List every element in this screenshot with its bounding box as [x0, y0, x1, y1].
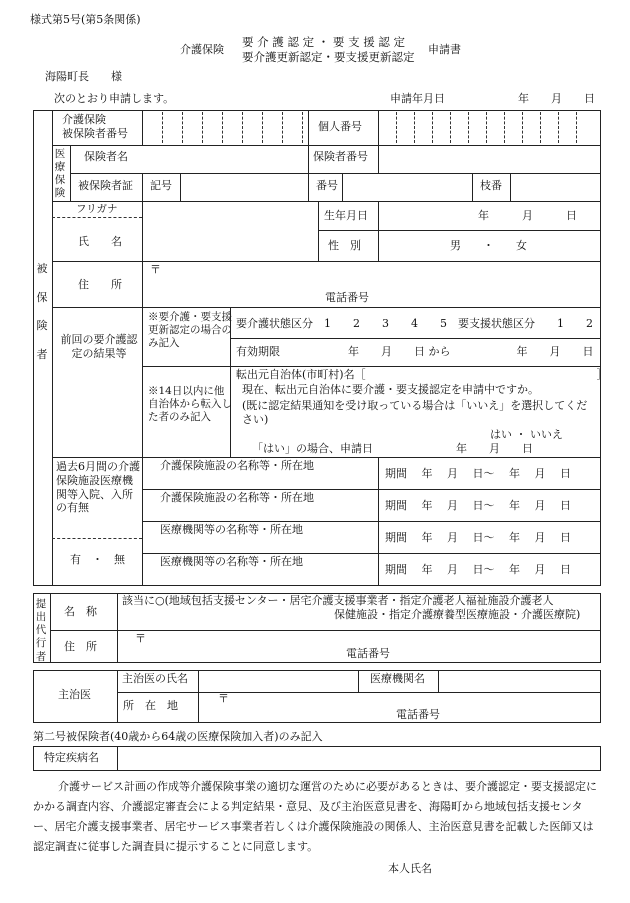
form-rule: [52, 217, 142, 218]
kigo-label: 記号: [150, 179, 172, 192]
title-line-1: 要 介 護 認 定 ・ 要 支 援 認 定: [242, 35, 406, 49]
valid-period-fields[interactable]: 年 月 日 から 年 月 日: [348, 345, 594, 358]
form-rule: [198, 670, 199, 722]
doctor-address-label: 所 在 地: [123, 699, 178, 712]
kojin-number-label: 個人番号: [318, 120, 362, 133]
pending-question: 現在、転出元自治体に要介護・要支援認定を申請中ですか。: [242, 383, 539, 396]
consent-text: 介護サービス計画の作成等介護保険事業の適切な運営のために必要があるときは、要介護認定・要支援認定にかかる調査内容、介護認定審査会による判定結果・意見、及び主治医意見書を、海陽町から地域包括支援センター、居宅介護支援事業者、居宅サービス事業者若しくは介護保険施設の関係人、主治医意見書を記載した医師又は認定調査に従事した調査員に提示することに同意します。: [33, 780, 597, 853]
form-rule: [142, 489, 600, 490]
institution-label: 医療機関名: [370, 672, 425, 685]
agent-side-label: 提出代行者: [35, 598, 47, 663]
form-rule: [117, 692, 600, 693]
sex-fields[interactable]: 男 ・ 女: [450, 239, 527, 252]
agent-type-note[interactable]: 該当に○(地域包括支援センター・居宅介護支援事業者・指定介護老人福祉施設介護老人: [122, 594, 554, 607]
form-rule: [230, 307, 231, 457]
form-rule: [50, 630, 600, 631]
form-rule: [52, 201, 600, 202]
form-rule: [318, 230, 600, 231]
transfer-origin[interactable]: 転出元自治体(市町村)名［ ］: [236, 368, 608, 381]
form-rule: [308, 145, 309, 173]
doctor-name-label: 主治医の氏名: [122, 672, 188, 685]
agent-postal-mark: 〒: [135, 632, 146, 645]
form-rule: [486, 112, 487, 143]
birth-label: 生年月日: [324, 209, 368, 222]
second-insured-note: 第二号被保険者(40歳から64歳の医療保険加入者)のみ記入: [33, 730, 323, 743]
disease-label: 特定疾病名: [44, 751, 99, 764]
form-rule: [33, 585, 601, 586]
form-rule: [33, 110, 601, 111]
facility-row-2-name: 介護保険施設の名称等・所在地: [160, 491, 314, 504]
form-rule: [50, 593, 51, 662]
form-rule: [450, 112, 451, 143]
form-rule: [472, 173, 473, 201]
kaigo-number-label: 介護保険 被保険者番号: [62, 113, 128, 140]
hokensha-number-label: 保険者番号: [313, 150, 368, 163]
form-rule: [52, 261, 600, 262]
form-rule: [180, 173, 181, 201]
if-yes-fields[interactable]: 年 月 日: [456, 442, 533, 455]
facility-row-1-period[interactable]: 期間 年 月 日～ 年 月 日: [385, 467, 571, 480]
address-label: 住 所: [78, 278, 122, 291]
facility-row-4-name: 医療機関等の名称等・所在地: [160, 555, 303, 568]
form-rule: [162, 112, 163, 143]
form-rule: [600, 593, 601, 662]
doctor-phone-label: 電話番号: [396, 708, 440, 721]
agent-address-label: 住 所: [64, 640, 97, 653]
form-rule: [142, 366, 600, 367]
signature-label: 本人氏名: [388, 862, 432, 875]
intro-text: 次のとおり申請します。: [54, 92, 175, 105]
form-rule: [33, 670, 34, 722]
bango-label: 番号: [316, 179, 338, 192]
form-number: 様式第5号(第5条関係): [30, 13, 141, 26]
form-rule: [308, 173, 309, 201]
form-rule: [117, 746, 118, 770]
form-rule: [378, 201, 379, 261]
form-rule: [33, 670, 601, 671]
form-rule: [33, 722, 601, 723]
form-rule: [202, 112, 203, 143]
form-rule: [142, 173, 143, 201]
form-rule: [318, 201, 319, 261]
form-rule: [182, 112, 183, 143]
form-rule: [142, 261, 143, 307]
form-rule: [52, 307, 600, 308]
form-rule: [378, 145, 379, 173]
furigana-label: フリガナ: [76, 203, 118, 215]
doctor-postal-mark: 〒: [218, 692, 229, 705]
form-rule: [522, 112, 523, 143]
form-rule: [558, 112, 559, 143]
form-rule: [142, 201, 143, 261]
date-label: 申請年月日: [390, 92, 445, 105]
form-rule: [414, 112, 415, 143]
form-rule: [302, 112, 303, 143]
form-rule: [242, 112, 243, 143]
facility-row-3-name: 医療機関等の名称等・所在地: [160, 523, 303, 536]
phone-label: 電話番号: [325, 291, 369, 304]
form-rule: [222, 112, 223, 143]
doctor-label: 主治医: [58, 688, 91, 701]
facility-row-2-period[interactable]: 期間 年 月 日～ 年 月 日: [385, 499, 571, 512]
agent-type-note-2[interactable]: 保健施設・指定介護療養型医療施設・介護医療院): [334, 608, 581, 621]
form-rule: [142, 553, 600, 554]
facility-label: 過去6月間の介護保険施設医療機関等入院、入所の有無: [56, 460, 140, 515]
form-rule: [33, 770, 601, 771]
insurance-label: 介護保険: [180, 43, 224, 56]
form-rule: [52, 538, 142, 539]
form-rule: [33, 746, 601, 747]
if-yes-label: 「はい」の場合、申請日: [252, 442, 373, 455]
form-rule: [540, 112, 541, 143]
care-level[interactable]: 要介護状態区分 1 2 3 4 5 要支援状態区分 1 2: [236, 317, 593, 330]
form-rule: [33, 662, 601, 663]
form-rule: [576, 112, 577, 143]
form-rule: [468, 112, 469, 143]
hokensha-name-label: 保険者名: [84, 150, 128, 163]
form-rule: [510, 173, 511, 201]
sex-label: 性 別: [328, 239, 361, 252]
addressee: 海陽町長 様: [45, 70, 122, 83]
form-rule: [342, 173, 343, 201]
form-rule: [33, 110, 34, 585]
previous-label: 前回の要介護認定の結果等: [60, 333, 138, 360]
form-rule: [142, 521, 600, 522]
yes-no-choice[interactable]: はい ・ いいえ: [490, 428, 563, 441]
hihokensha-sho-label: 被保険者証: [78, 179, 133, 192]
form-rule: [142, 307, 143, 457]
form-rule: [117, 593, 118, 662]
form-rule: [600, 110, 601, 585]
form-rule: [396, 112, 397, 143]
pending-question-note: (既に認定結果通知を受け取っている場合は「いいえ」を選択してください): [242, 399, 588, 426]
form-rule: [282, 112, 283, 143]
edaban-label: 枝番: [480, 179, 502, 192]
form-rule: [70, 173, 600, 174]
agent-phone-label: 電話番号: [346, 647, 390, 660]
form-rule: [52, 457, 600, 458]
form-rule: [52, 145, 600, 146]
form-rule: [117, 670, 118, 722]
form-rule: [438, 670, 439, 692]
valid-period-label: 有効期限: [236, 345, 280, 358]
postal-mark: 〒: [150, 263, 161, 276]
form-rule: [262, 112, 263, 143]
form-rule: [432, 112, 433, 143]
request-label: 申請書: [428, 43, 461, 56]
form-rule: [358, 670, 359, 692]
facility-row-3-period[interactable]: 期間 年 月 日～ 年 月 日: [385, 531, 571, 544]
form-rule: [600, 670, 601, 722]
name-label: 氏 名: [78, 235, 122, 248]
form-rule: [142, 110, 143, 145]
form-rule: [504, 112, 505, 143]
transfer-note: ※14日以内に他自治体から転入した者のみ記入: [148, 385, 232, 424]
form-rule: [33, 746, 34, 770]
date-fields[interactable]: 年 月 日: [518, 92, 595, 105]
agent-name-label: 名 称: [64, 605, 97, 618]
form-rule: [378, 110, 379, 145]
title-line-2: 要介護更新認定・要支援更新認定: [242, 50, 415, 64]
facility-umu[interactable]: 有 ・ 無: [70, 553, 125, 566]
iryo-hoken-label: 医療保険: [54, 148, 66, 200]
facility-row-4-period[interactable]: 期間 年 月 日～ 年 月 日: [385, 563, 571, 576]
facility-row-1-name: 介護保険施設の名称等・所在地: [160, 459, 314, 472]
birth-fields[interactable]: 年 月 日: [478, 209, 577, 222]
insured-side-label: 被保険者: [36, 262, 48, 361]
form-rule: [308, 110, 309, 145]
form-rule: [230, 338, 600, 339]
renewal-note: ※要介護・要支援更新認定の場合のみ記入: [148, 311, 232, 350]
form-rule: [600, 746, 601, 770]
